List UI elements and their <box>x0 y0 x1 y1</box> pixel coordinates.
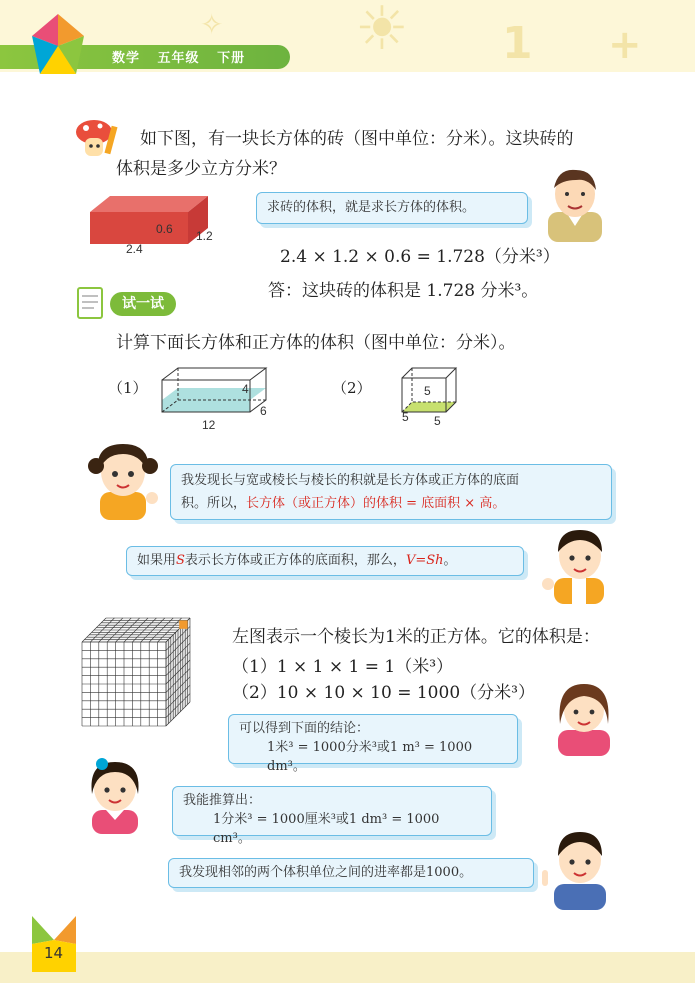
teacher-woman-avatar <box>548 678 620 756</box>
example-line1: 如下图，有一块长方体的砖（图中单位：分米）。这块砖的 <box>140 129 574 149</box>
speech-bubble-discovery-a <box>170 464 612 520</box>
girl-avatar-2 <box>80 754 150 834</box>
speech-bubble-brick <box>256 192 528 224</box>
girl-avatar-1 <box>82 436 164 520</box>
header-subject: 数学 <box>112 51 141 66</box>
unit-cube-grid-figure <box>80 616 206 736</box>
brick-height-label: 1.2 <box>196 229 213 243</box>
header-grade: 五年级 <box>157 51 200 66</box>
boy-avatar-1 <box>538 526 618 604</box>
bubble-b-prefix: 如果用 <box>137 553 177 568</box>
bubble-c-line2: 1米³ = 1000分米³或1 m³ = 1000 dm³。 <box>267 740 473 774</box>
fig1-width-label: 6 <box>260 404 267 418</box>
speech-bubble-conclusion-d <box>172 786 492 846</box>
number-one-decoration-icon: 1 <box>502 18 533 69</box>
fig1-length-label: 12 <box>202 418 216 432</box>
example-equation: 2.4 × 1.2 × 0.6 = 1.728（分米³） <box>280 247 560 267</box>
fig1-height-label: 4 <box>242 382 249 396</box>
brick-length-label: 2.4 <box>126 242 143 256</box>
bubble-c-line1: 可以得到下面的结论： <box>239 721 370 736</box>
bubble-d-line1: 我能推算出： <box>183 793 262 808</box>
speech-bubble-discovery-b <box>126 546 524 576</box>
bubble-a-line2 <box>181 492 601 515</box>
speech-bubble-conclusion-c <box>228 714 518 774</box>
cube-eq1: （1）1 × 1 × 1 = 1（米³） <box>232 657 454 677</box>
mushroom-pencil-icon <box>72 116 120 162</box>
plus-decoration-icon: + <box>608 22 642 68</box>
example-line2: 体积是多少立方分米？ <box>116 159 286 179</box>
brick-figure <box>84 192 224 256</box>
star-decoration-icon: ✧ <box>200 8 224 41</box>
fig1-label: （1） <box>108 379 148 397</box>
speech-bubble-conclusion-e <box>168 858 534 888</box>
symbol-S: S <box>176 553 185 568</box>
footer-band <box>0 952 695 983</box>
fig2-label: （2） <box>332 379 372 397</box>
formula-V-Sh: V=Sh <box>405 553 444 568</box>
volume-formula-text: 长方体（或正方体）的体积 = 底面积 × 高。 <box>246 496 506 511</box>
sun-decoration-icon: ☀ <box>355 0 409 64</box>
teacher-man-avatar <box>536 164 614 242</box>
cube-eq2: （2）10 × 10 × 10 = 1000（分米³） <box>232 683 535 703</box>
bubble-b-mid: 表示长方体或正方体的底面积，那么， <box>184 553 406 568</box>
bubble-d-line2: 1分米³ = 1000厘米³或1 dm³ = 1000 cm³。 <box>213 812 440 846</box>
cube-description: 左图表示一个棱长为1米的正方体。它的体积是： <box>232 627 600 647</box>
fig2-height-label: 5 <box>424 384 431 398</box>
fig2-depth-label: 5 <box>402 410 409 424</box>
bubble-brick-text: 求砖的体积，就是求长方体的体积。 <box>267 200 476 215</box>
bubble-a-line1: 我发现长与宽或棱长与棱长的积就是长方体或正方体的底面 <box>181 473 520 488</box>
notebook-icon <box>76 286 106 320</box>
fig2-width-label: 5 <box>434 414 441 428</box>
cuboid-figure-1 <box>158 364 270 416</box>
page-number: 14 <box>44 944 64 962</box>
example-answer: 答：这块砖的体积是 1.728 分米³。 <box>268 281 539 301</box>
bubble-a-prefix: 积。所以， <box>181 496 247 511</box>
try-it-prompt: 计算下面长方体和正方体的体积（图中单位：分米）。 <box>116 333 516 353</box>
bubble-b-end: 。 <box>443 553 457 568</box>
bubble-e-text: 我发现相邻的两个体积单位之间的进率都是1000。 <box>179 865 473 880</box>
tangram-logo-icon <box>20 14 96 78</box>
header-term: 下册 <box>217 51 246 66</box>
try-it-badge: 试一试 <box>110 292 176 316</box>
boy-avatar-2 <box>540 826 618 910</box>
header-title <box>112 47 257 66</box>
brick-width-label: 0.6 <box>156 222 173 236</box>
